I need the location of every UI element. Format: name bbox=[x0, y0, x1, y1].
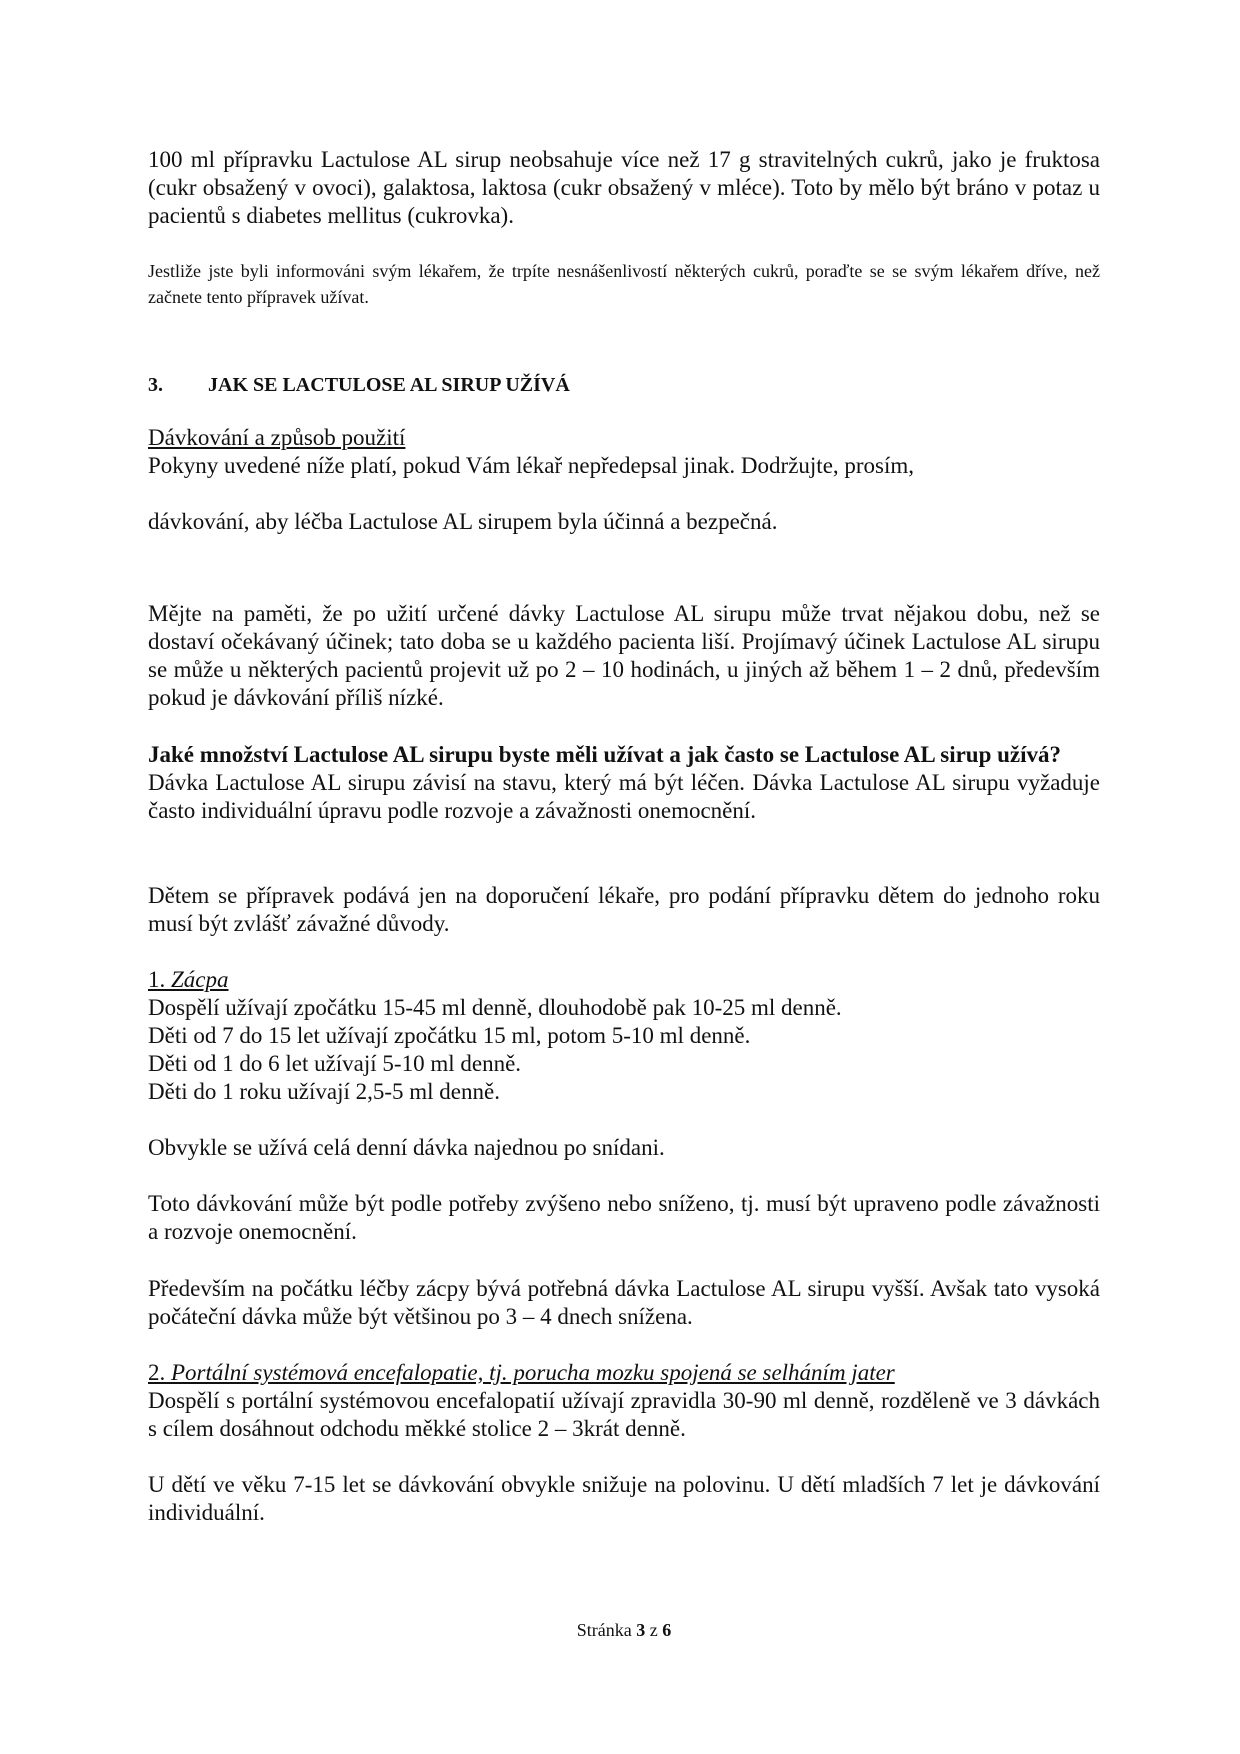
encephalopathy-block bbox=[148, 1359, 1100, 1387]
onset-paragraph: Mějte na paměti, že po užití určené dávky Lactulose AL sirupu může trvat nějakou dobu, než se dostaví očekávaný účinek; tato doba se u každého pacienta liší. Projímavý účinek Lactulose AL sirupu se může u některých pacientů projevit už po 2 – 10 hodinách, u jiných až během 1 – 2 dnů, především pokud je dávkování příliš nízké. bbox=[148, 601, 1100, 710]
constipation-heading-number: 1. bbox=[148, 967, 171, 992]
dosage-heading: Dávkování a způsob použití bbox=[148, 425, 406, 450]
adjustment-paragraph: Toto dávkování může být podle potřeby zvýšeno nebo sníženo, tj. musí být upraveno podle závažnosti a rozvoje onemocnění. bbox=[148, 1191, 1100, 1244]
footer-prefix: Stránka bbox=[576, 1620, 637, 1640]
dosage-instructions: Pokyny uvedené níže platí, pokud Vám lékař nepředepsal jinak. Dodržujte, prosím, bbox=[148, 453, 915, 478]
footer-middle: z bbox=[645, 1620, 663, 1640]
sugar-intolerance-paragraph: Jestliže jste byli informováni svým lékařem, že trpíte nesnášenlivostí některých cukrů, poraďte se se svým lékařem dříve, než začnete tento přípravek užívat. bbox=[148, 261, 1100, 307]
initial-dose-paragraph: Především na počátku léčby zácpy bývá potřebná dávka Lactulose AL sirupu vyšší. Avšak tato vysoká počáteční dávka může být většinou po 3 – 4 dnech snížena. bbox=[148, 1276, 1100, 1329]
section-3-heading bbox=[148, 372, 570, 398]
amount-block bbox=[148, 741, 1100, 825]
section-number: 3. bbox=[148, 374, 163, 396]
encephalopathy-children-paragraph: U dětí ve věku 7-15 let se dávkování obvykle snižuje na polovinu. U dětí mladších 7 let je dávkování individuální. bbox=[148, 1472, 1100, 1525]
footer-total-pages: 6 bbox=[662, 1620, 672, 1640]
constipation-dose-7-15: Děti od 7 do 15 let užívají zpočátku 15 ml, potom 5-10 ml denně. bbox=[148, 1023, 751, 1048]
encephalopathy-heading-number: 2. bbox=[148, 1360, 171, 1385]
constipation-dose-1-6: Děti od 1 do 6 let užívají 5-10 ml denně. bbox=[148, 1051, 522, 1076]
constipation-dose-adults: Dospělí užívají zpočátku 15-45 ml denně, dlouhodobě pak 10-25 ml denně. bbox=[148, 995, 842, 1020]
children-paragraph: Dětem se přípravek podává jen na doporučení lékaře, pro podání přípravku dětem do jednoho roku musí být zvlášť závažné důvody. bbox=[148, 883, 1100, 936]
breakfast-paragraph: Obvykle se užívá celá denní dávka najednou po snídani. bbox=[148, 1135, 665, 1160]
encephalopathy-heading-text: Portální systémová encefalopatie, tj. porucha mozku spojená se selháním jater bbox=[171, 1360, 895, 1385]
dosage-block bbox=[148, 424, 1100, 480]
encephalopathy-heading bbox=[148, 1359, 1100, 1387]
constipation-dose-under-1: Děti do 1 roku užívají 2,5-5 ml denně. bbox=[148, 1079, 500, 1104]
constipation-heading-text: Zácpa bbox=[171, 967, 229, 992]
constipation-block bbox=[148, 966, 1100, 1106]
amount-question: Jaké množství Lactulose AL sirupu byste měli užívat a jak často se Lactulose AL sirup užívá? bbox=[148, 742, 1062, 767]
footer-page-number: 3 bbox=[636, 1620, 646, 1640]
amount-answer: Dávka Lactulose AL sirupu závisí na stavu, který má být léčen. Dávka Lactulose AL sirupu vyžaduje často individuální úpravu podle rozvoje a závažnosti onemocnění. bbox=[148, 770, 1100, 823]
constipation-heading bbox=[148, 966, 1100, 994]
dosage-continuation: dávkování, aby léčba Lactulose AL sirupem byla účinná a bezpečná. bbox=[148, 509, 778, 534]
sugar-content-paragraph: 100 ml přípravku Lactulose AL sirup neobsahuje více než 17 g stravitelných cukrů, jako je fruktosa (cukr obsažený v ovoci), galaktosa, laktosa (cukr obsažený v mléce). Toto by mělo být bráno v potaz u pacientů s diabetes mellitus (cukrovka). bbox=[148, 147, 1100, 228]
section-title: JAK SE LACTULOSE AL SIRUP UŽÍVÁ bbox=[208, 374, 570, 396]
encephalopathy-adults-paragraph: Dospělí s portální systémovou encefalopatií užívají zpravidla 30-90 ml denně, rozděleně ve 3 dávkách s cílem dosáhnout odchodu měkké stolice 2 – 3krát denně. bbox=[148, 1388, 1100, 1441]
page-footer bbox=[148, 1617, 1100, 1643]
